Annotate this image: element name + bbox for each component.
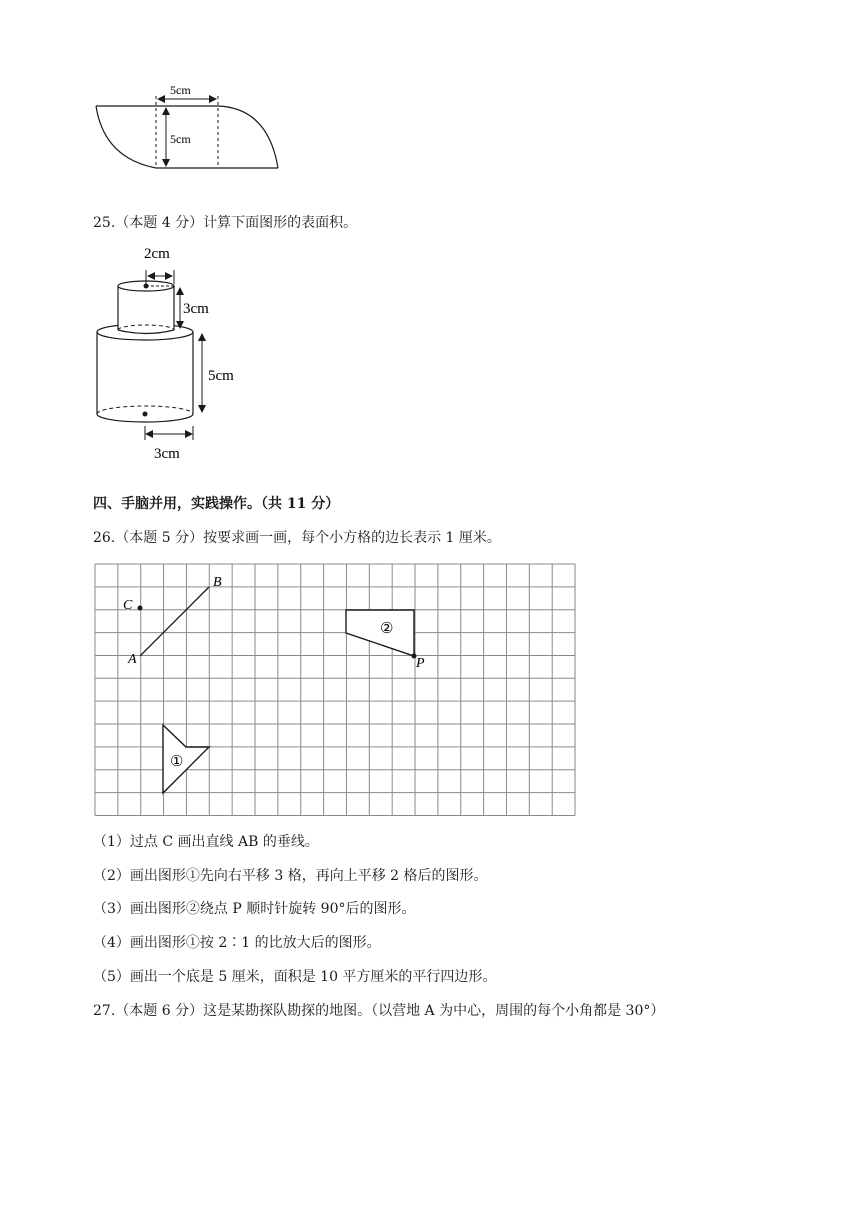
- grid-figure-q26: [94, 563, 576, 817]
- q26-item-1: （1）过点 C 画出直线 AB 的垂线。: [93, 834, 319, 850]
- label-c: C: [123, 598, 133, 613]
- q26-item-2: （2）画出图形①先向右平移 3 格，再向上平移 2 格后的图形。: [93, 868, 488, 884]
- fig25-label-big-height: 5cm: [208, 368, 234, 384]
- question-26: 26.（本题 5 分）按要求画一画，每个小方格的边长表示 1 厘米。: [93, 530, 501, 546]
- figure-q25-cylinders: [88, 240, 258, 466]
- q26-item-3: （3）画出图形②绕点 P 顺时针旋转 90°后的图形。: [93, 901, 416, 917]
- shape-2-label: ②: [380, 621, 394, 637]
- question-25: 25.（本题 4 分）计算下面图形的表面积。: [93, 215, 358, 231]
- fig25-label-bottom: 3cm: [154, 446, 180, 462]
- shape-1-label: ①: [170, 754, 184, 770]
- q26-item-4: （4）画出图形①按 2∶1 的比放大后的图形。: [93, 935, 381, 951]
- label-b: B: [213, 575, 222, 590]
- label-p: P: [416, 656, 425, 671]
- fig25-label-small-height: 3cm: [183, 301, 209, 317]
- fig24-label-mid: 5cm: [170, 132, 191, 146]
- question-27: 27.（本题 6 分）这是某勘探队勘探的地图。（以营地 A 为中心，周围的每个小角都是 30°）: [93, 1003, 665, 1019]
- section-4-title: 四、手脑并用，实践操作。（共 11 分）: [93, 496, 340, 512]
- figure-q24: [90, 78, 290, 174]
- fig25-label-top: 2cm: [144, 246, 170, 262]
- q26-item-5: （5）画出一个底是 5 厘米，面积是 10 平方厘米的平行四边形。: [93, 969, 497, 985]
- label-a: A: [128, 652, 137, 667]
- fig24-label-top: 5cm: [170, 83, 191, 97]
